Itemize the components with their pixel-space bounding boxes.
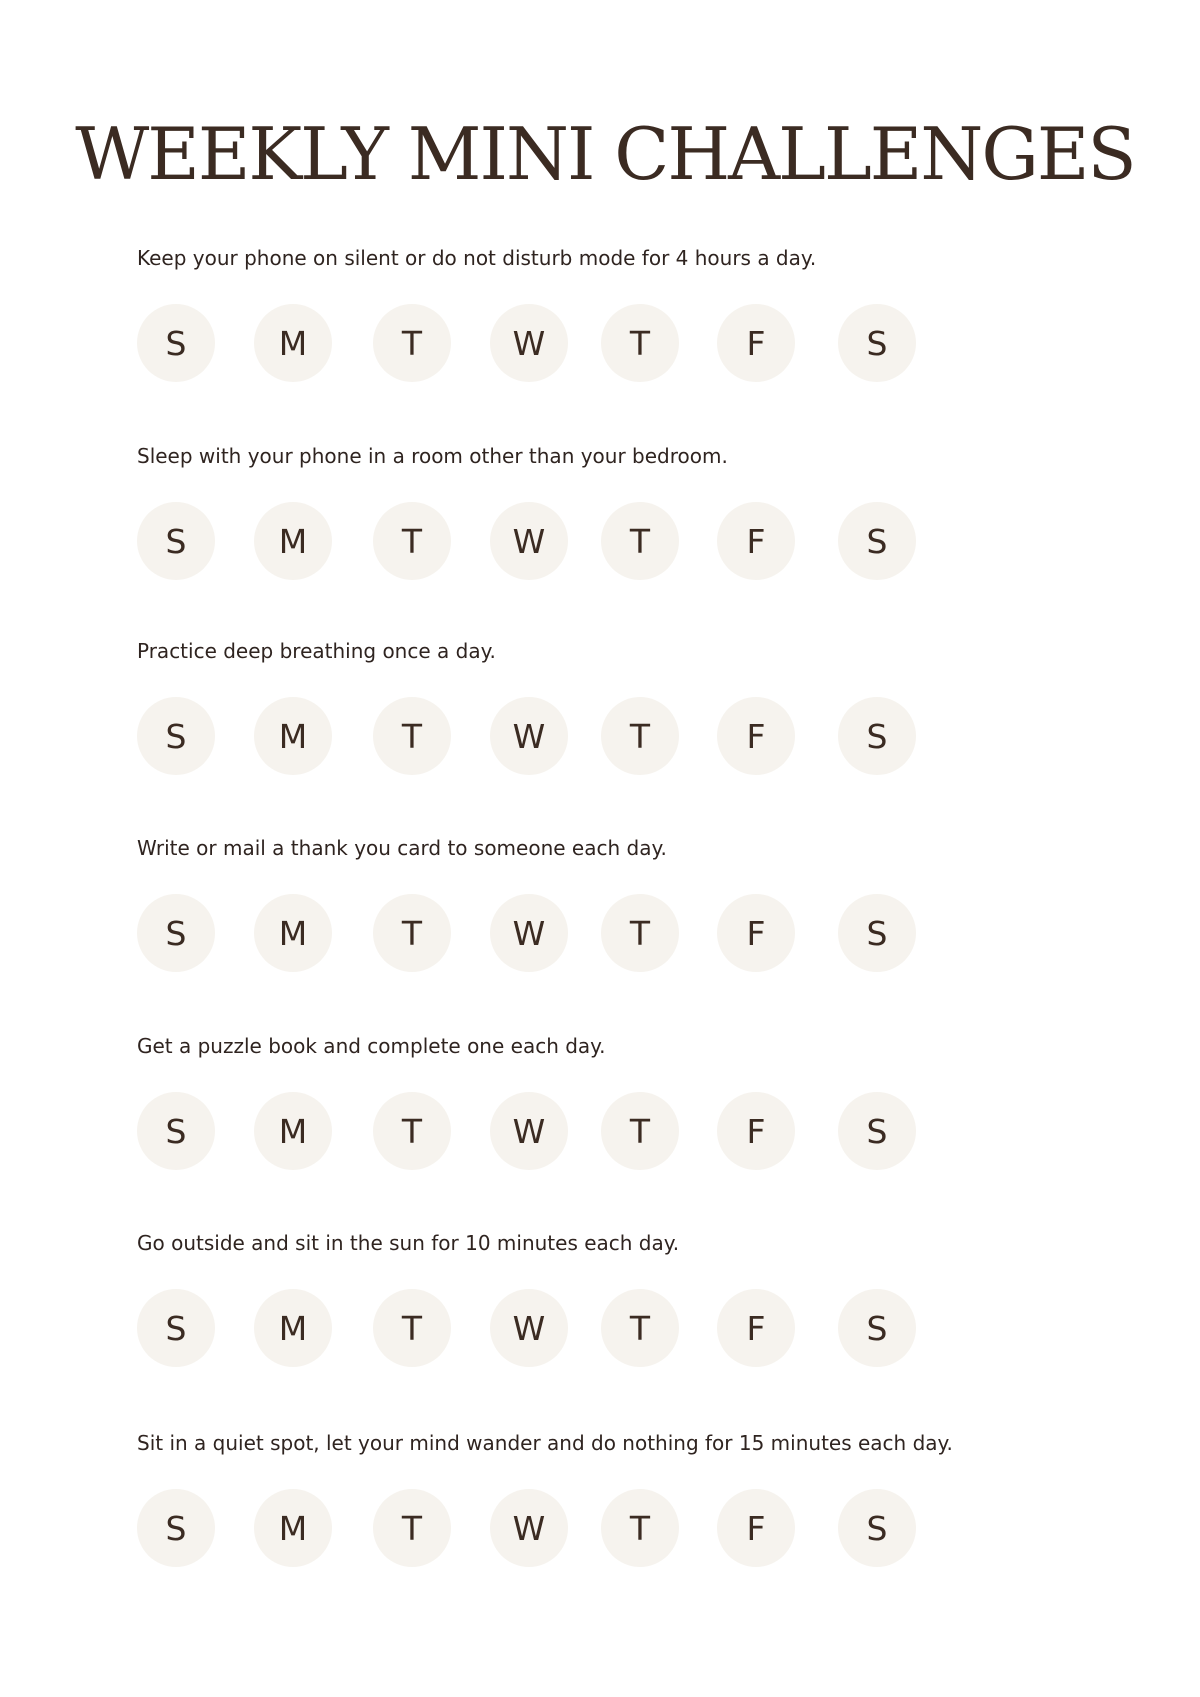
challenge-text: Keep your phone on silent or do not disturb mode for 4 hours a day. — [137, 246, 817, 270]
challenge-item — [137, 1433, 1137, 1569]
challenge-item — [137, 1036, 1137, 1172]
day-checkbox[interactable]: W — [490, 1489, 568, 1567]
challenge-item — [137, 446, 1137, 582]
day-checkbox[interactable]: F — [717, 1092, 795, 1170]
challenge-item — [137, 1233, 1137, 1369]
day-checkbox[interactable]: T — [373, 1489, 451, 1567]
day-checkbox[interactable]: F — [717, 1489, 795, 1567]
day-checkbox[interactable]: M — [254, 894, 332, 972]
day-checkbox[interactable]: S — [137, 1489, 215, 1567]
day-checkbox[interactable]: F — [717, 697, 795, 775]
day-tracker — [137, 697, 1137, 777]
day-checkbox[interactable]: M — [254, 502, 332, 580]
day-tracker — [137, 894, 1137, 974]
day-checkbox[interactable]: S — [838, 304, 916, 382]
day-checkbox[interactable]: S — [137, 502, 215, 580]
day-checkbox[interactable]: W — [490, 1289, 568, 1367]
day-checkbox[interactable]: T — [373, 1092, 451, 1170]
day-checkbox[interactable]: S — [137, 1289, 215, 1367]
day-checkbox[interactable]: W — [490, 894, 568, 972]
day-checkbox[interactable]: S — [838, 1289, 916, 1367]
day-checkbox[interactable]: W — [490, 1092, 568, 1170]
challenge-text: Write or mail a thank you card to someone each day. — [137, 836, 667, 860]
day-checkbox[interactable]: M — [254, 1489, 332, 1567]
day-checkbox[interactable]: T — [601, 697, 679, 775]
day-checkbox[interactable]: F — [717, 1289, 795, 1367]
challenge-item — [137, 838, 1137, 974]
day-checkbox[interactable]: T — [373, 894, 451, 972]
day-checkbox[interactable]: F — [717, 304, 795, 382]
day-checkbox[interactable]: T — [373, 1289, 451, 1367]
day-checkbox[interactable]: S — [137, 894, 215, 972]
day-checkbox[interactable]: S — [838, 1092, 916, 1170]
day-checkbox[interactable]: W — [490, 502, 568, 580]
day-checkbox[interactable]: S — [137, 304, 215, 382]
challenge-item — [137, 248, 1137, 384]
day-checkbox[interactable]: S — [838, 697, 916, 775]
challenge-text: Sit in a quiet spot, let your mind wander and do nothing for 15 minutes each day. — [137, 1431, 953, 1455]
day-checkbox[interactable]: T — [601, 1289, 679, 1367]
day-tracker — [137, 1289, 1137, 1369]
day-checkbox[interactable]: T — [373, 304, 451, 382]
challenge-text: Sleep with your phone in a room other than your bedroom. — [137, 444, 728, 468]
challenge-text: Practice deep breathing once a day. — [137, 639, 496, 663]
day-checkbox[interactable]: T — [373, 697, 451, 775]
challenge-text: Go outside and sit in the sun for 10 minutes each day. — [137, 1231, 680, 1255]
day-checkbox[interactable]: S — [838, 894, 916, 972]
day-checkbox[interactable]: F — [717, 894, 795, 972]
day-checkbox[interactable]: T — [373, 502, 451, 580]
day-checkbox[interactable]: W — [490, 304, 568, 382]
day-checkbox[interactable]: T — [601, 1489, 679, 1567]
day-checkbox[interactable]: S — [137, 1092, 215, 1170]
day-checkbox[interactable]: T — [601, 894, 679, 972]
day-checkbox[interactable]: T — [601, 304, 679, 382]
day-checkbox[interactable]: M — [254, 1092, 332, 1170]
challenge-item — [137, 641, 1137, 777]
page-title: WEEKLY MINI CHALLENGES — [75, 112, 1135, 196]
day-tracker — [137, 502, 1137, 582]
day-checkbox[interactable]: M — [254, 304, 332, 382]
day-checkbox[interactable]: M — [254, 697, 332, 775]
challenge-text: Get a puzzle book and complete one each day. — [137, 1034, 606, 1058]
day-tracker — [137, 304, 1137, 384]
day-checkbox[interactable]: T — [601, 502, 679, 580]
day-checkbox[interactable]: F — [717, 502, 795, 580]
day-checkbox[interactable]: S — [137, 697, 215, 775]
day-checkbox[interactable]: S — [838, 502, 916, 580]
day-checkbox[interactable]: S — [838, 1489, 916, 1567]
day-checkbox[interactable]: W — [490, 697, 568, 775]
day-tracker — [137, 1092, 1137, 1172]
day-tracker — [137, 1489, 1137, 1569]
day-checkbox[interactable]: M — [254, 1289, 332, 1367]
day-checkbox[interactable]: T — [601, 1092, 679, 1170]
